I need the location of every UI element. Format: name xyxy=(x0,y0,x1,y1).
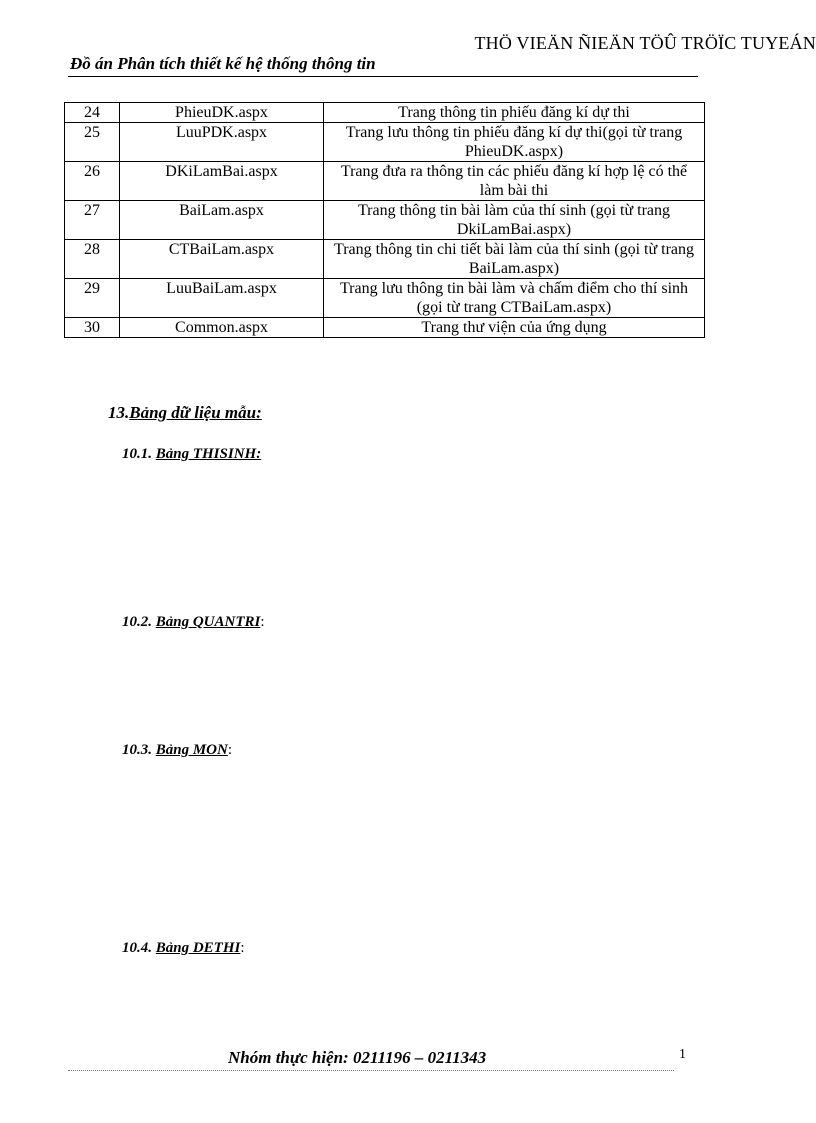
section-title: Bảng dữ liệu mẫu: xyxy=(129,403,262,422)
table-row xyxy=(65,162,705,201)
subsection-suffix: : xyxy=(227,742,233,758)
section-heading xyxy=(108,403,262,423)
row-description: Trang thông tin chi tiết bài làm của thí sinh (gọi từ trang BaiLam.aspx) xyxy=(324,240,705,279)
subsection-name: Bảng THISINH: xyxy=(155,446,262,462)
subsection-name: Bảng DETHI xyxy=(155,940,241,956)
row-number: 30 xyxy=(65,318,120,338)
row-file-name: LuuBaiLam.aspx xyxy=(120,279,324,318)
subsection-number: 10.4. xyxy=(122,940,156,956)
header-site-title: THÖ VIEÄN ÑIEÄN TÖÛ TRÖÏC TUYEÁN xyxy=(474,33,816,53)
row-number: 26 xyxy=(65,162,120,201)
row-file-name: CTBaiLam.aspx xyxy=(120,240,324,279)
row-number: 24 xyxy=(65,103,120,123)
table-row xyxy=(65,279,705,318)
header-document-title: Đồ án Phân tích thiết kế hệ thống thông tin xyxy=(70,54,376,73)
subsection-name: Bảng QUANTRI xyxy=(155,614,261,630)
subsection-heading-mon xyxy=(122,742,232,759)
subsection-heading-quantri xyxy=(122,614,265,631)
row-description: Trang thông tin phiếu đăng kí dự thi xyxy=(324,103,705,123)
row-description: Trang đưa ra thông tin các phiếu đăng kí hợp lệ có thể làm bài thi xyxy=(324,162,705,201)
row-description: Trang thư viện của ứng dụng xyxy=(324,318,705,338)
section-number: 13. xyxy=(108,403,130,422)
table-row xyxy=(65,103,705,123)
row-number: 29 xyxy=(65,279,120,318)
aspx-pages-table xyxy=(64,102,705,338)
header-divider xyxy=(68,76,698,77)
subsection-heading-thisinh xyxy=(122,446,261,463)
footer-divider xyxy=(68,1070,674,1071)
subsection-number: 10.1. xyxy=(122,446,156,462)
row-number: 28 xyxy=(65,240,120,279)
row-number: 27 xyxy=(65,201,120,240)
table-row xyxy=(65,201,705,240)
row-description: Trang lưu thông tin phiếu đăng kí dự thi(gọi từ trang PhieuDK.aspx) xyxy=(324,123,705,162)
subsection-number: 10.2. xyxy=(122,614,156,630)
row-file-name: DKiLamBai.aspx xyxy=(120,162,324,201)
subsection-number: 10.3. xyxy=(122,742,156,758)
table-row xyxy=(65,318,705,338)
subsection-suffix: : xyxy=(240,940,245,956)
row-file-name: LuuPDK.aspx xyxy=(120,123,324,162)
subsection-suffix: : xyxy=(260,614,265,630)
row-description: Trang lưu thông tin bài làm và chấm điểm cho thí sinh (gọi từ trang CTBaiLam.aspx) xyxy=(324,279,705,318)
row-description: Trang thông tin bài làm của thí sinh (gọi từ trang DkiLamBai.aspx) xyxy=(324,201,705,240)
row-number: 25 xyxy=(65,123,120,162)
table-row xyxy=(65,123,705,162)
footer-group-ids: Nhóm thực hiện: 0211196 – 0211343 xyxy=(228,1048,487,1067)
page-number: 1 xyxy=(679,1047,686,1062)
subsection-name: Bảng MON xyxy=(155,742,228,758)
subsection-heading-dethi xyxy=(122,940,245,957)
table-row xyxy=(65,240,705,279)
row-file-name: PhieuDK.aspx xyxy=(120,103,324,123)
row-file-name: Common.aspx xyxy=(120,318,324,338)
row-file-name: BaiLam.aspx xyxy=(120,201,324,240)
